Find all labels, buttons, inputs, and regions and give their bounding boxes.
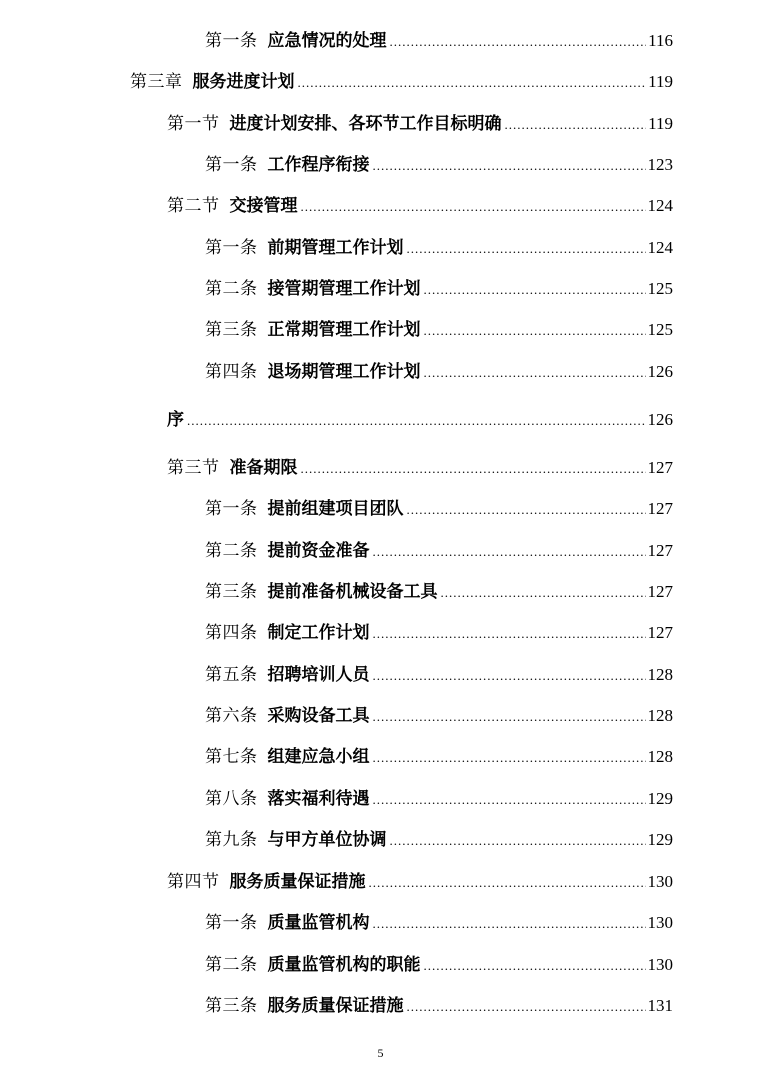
toc-entry-number: 第三条: [205, 582, 258, 602]
toc-leader-dots: [373, 623, 646, 645]
toc-entry-title: 服务质量保证措施: [229, 872, 366, 892]
toc-entry-number: 第一条: [205, 238, 258, 258]
toc-entry-page: 127: [647, 499, 673, 518]
toc-entry-page: 128: [647, 706, 673, 725]
toc-entry-number: 第五条: [205, 665, 258, 685]
toc-entry-title: 组建应急小组: [267, 747, 370, 767]
toc-entry-number: 第二条: [205, 541, 258, 561]
toc-leader-dots: [373, 747, 646, 769]
toc-entry-number: 第二条: [205, 279, 258, 299]
toc-entry-title: 退场期管理工作计划: [267, 362, 421, 382]
toc-entry[interactable]: [130, 71, 673, 94]
toc-leader-dots: [373, 706, 646, 728]
toc-entry[interactable]: [167, 457, 673, 480]
toc-entry-page: 127: [647, 623, 673, 642]
toc-leader-dots: [298, 72, 647, 94]
toc-entry-number: 第七条: [205, 747, 258, 767]
toc-leader-dots: [301, 196, 646, 218]
toc-leader-dots: [424, 362, 646, 384]
toc-entry-title: 质量监管机构: [267, 913, 370, 933]
toc-entry[interactable]: [205, 154, 673, 177]
toc-entry-title: 进度计划安排、各环节工作目标明确: [229, 114, 502, 134]
toc-entry-title: 落实福利待遇: [267, 789, 370, 809]
toc-entry-page: 125: [647, 279, 673, 298]
toc-entry-title: 采购设备工具: [267, 706, 370, 726]
toc-entry-title: 工作程序衔接: [267, 155, 370, 175]
toc-entry[interactable]: [205, 788, 673, 811]
toc-entry-number: 第一条: [205, 499, 258, 519]
toc-entry-page: 129: [647, 830, 673, 849]
toc-entry-number: 第三条: [205, 996, 258, 1016]
toc-entry[interactable]: [205, 954, 673, 977]
toc-entry-number: 第三条: [205, 320, 258, 340]
toc-entry[interactable]: [205, 319, 673, 342]
toc-entry[interactable]: [205, 705, 673, 728]
toc-entry-number: 第四条: [205, 623, 258, 643]
toc-leader-dots: [187, 410, 646, 432]
toc-entry-title: 提前准备机械设备工具: [267, 582, 438, 602]
toc-entry-page: 123: [647, 155, 673, 174]
toc-entry-page: 128: [647, 665, 673, 684]
toc-leader-dots: [407, 238, 646, 260]
toc-leader-dots: [301, 458, 646, 480]
toc-entry-title: 与甲方单位协调: [267, 830, 387, 850]
toc-entry[interactable]: [167, 409, 673, 432]
toc-entry-number: 第一节: [167, 114, 220, 134]
page-footer-number: 5: [377, 1046, 384, 1060]
toc-entry-page: 129: [647, 789, 673, 808]
toc-entry[interactable]: [167, 195, 673, 218]
toc-leader-dots: [407, 996, 646, 1018]
toc-entry-number: 第一条: [205, 913, 258, 933]
toc-entry-number: 第三节: [167, 458, 220, 478]
toc-entry-page: 116: [648, 31, 673, 50]
toc-leader-dots: [441, 582, 646, 604]
toc-leader-dots: [373, 913, 646, 935]
toc-entry[interactable]: [205, 622, 673, 645]
toc-entry[interactable]: [205, 540, 673, 563]
toc-entry[interactable]: [205, 30, 673, 53]
toc-entry[interactable]: [205, 995, 673, 1018]
toc-entry-number: 第二节: [167, 196, 220, 216]
toc-leader-dots: [373, 541, 646, 563]
toc-entry-page: 128: [647, 747, 673, 766]
toc-leader-dots: [505, 114, 647, 136]
toc-entry[interactable]: [205, 829, 673, 852]
toc-entry-number: 第八条: [205, 789, 258, 809]
toc-entry[interactable]: [205, 746, 673, 769]
toc-leader-dots: [373, 155, 646, 177]
toc-entry-title: 服务进度计划: [192, 72, 295, 92]
toc-entry-number: 第六条: [205, 706, 258, 726]
toc-entry-title: 提前资金准备: [267, 541, 370, 561]
toc-leader-dots: [369, 872, 646, 894]
toc-entry[interactable]: [205, 361, 673, 384]
toc-entry-number: 第一条: [205, 31, 258, 51]
toc-leader-dots: [424, 955, 646, 977]
toc-entry-title: 交接管理: [229, 196, 298, 216]
toc-leader-dots: [424, 279, 646, 301]
toc-entry-number: 第四节: [167, 872, 220, 892]
toc-entry-number: 第九条: [205, 830, 258, 850]
toc-entry-number: 第三章: [130, 72, 183, 92]
toc-entry-page: 127: [647, 458, 673, 477]
toc-entry-title: 接管期管理工作计划: [267, 279, 421, 299]
toc-entry-page: 126: [647, 410, 673, 429]
toc-entry-title: 前期管理工作计划: [267, 238, 404, 258]
toc-entry[interactable]: [205, 498, 673, 521]
toc-entry[interactable]: [205, 581, 673, 604]
toc-entry-title: 招聘培训人员: [267, 665, 370, 685]
toc-entry-page: 119: [648, 114, 673, 133]
toc-entry-title: 正常期管理工作计划: [267, 320, 421, 340]
toc-entry[interactable]: [167, 871, 673, 894]
toc-entry-number: 第二条: [205, 955, 258, 975]
toc-entry[interactable]: [205, 237, 673, 260]
toc-leader-dots: [373, 789, 646, 811]
toc-entry[interactable]: [205, 664, 673, 687]
toc-leader-dots: [373, 665, 646, 687]
toc-entry-number: 第四条: [205, 362, 258, 382]
toc-entry-page: 130: [647, 872, 673, 891]
toc-entry-title: 服务质量保证措施: [267, 996, 404, 1016]
toc-entry[interactable]: [167, 113, 673, 136]
toc-entry-page: 127: [647, 541, 673, 560]
toc-entry-page: 130: [647, 955, 673, 974]
toc-entry[interactable]: [205, 912, 673, 935]
toc-leader-dots: [407, 499, 646, 521]
toc-leader-dots: [390, 830, 646, 852]
toc-entry-title: 序: [167, 410, 184, 430]
toc-leader-dots: [424, 320, 646, 342]
toc-entry[interactable]: [205, 278, 673, 301]
toc-entry-page: 130: [647, 913, 673, 932]
toc-entry-title: 应急情况的处理: [267, 31, 387, 51]
toc-entry-title: 提前组建项目团队: [267, 499, 404, 519]
toc-entry-page: 131: [647, 996, 673, 1015]
toc-entry-title: 质量监管机构的职能: [267, 955, 421, 975]
toc-entry-page: 125: [647, 320, 673, 339]
toc-entry-page: 124: [647, 196, 673, 215]
toc-entry-number: 第一条: [205, 155, 258, 175]
toc-entry-page: 124: [647, 238, 673, 257]
toc-entry-title: 准备期限: [229, 458, 298, 478]
toc-entry-page: 126: [647, 362, 673, 381]
toc-leader-dots: [390, 31, 647, 53]
toc-entry-page: 119: [648, 72, 673, 91]
toc-entry-page: 127: [647, 582, 673, 601]
toc-entry-title: 制定工作计划: [267, 623, 370, 643]
